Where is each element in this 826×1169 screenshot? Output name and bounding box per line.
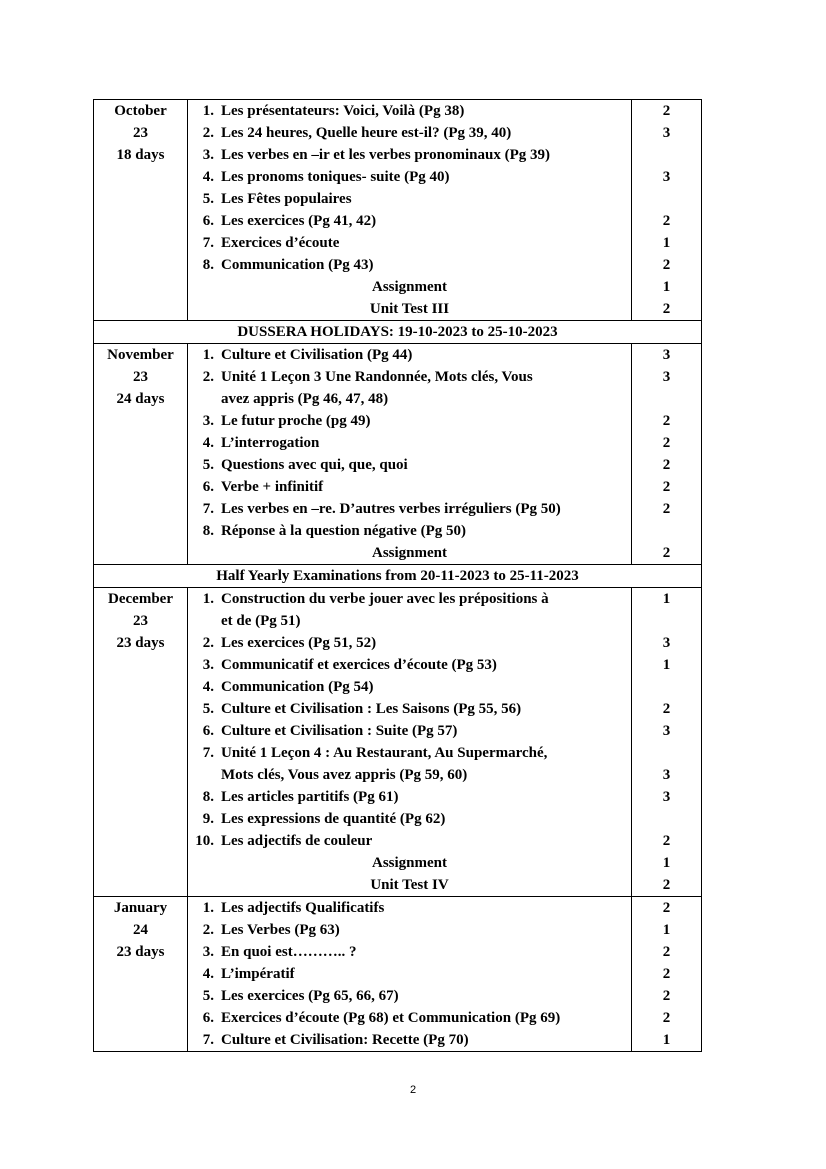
topic-item [188, 698, 631, 720]
topic-number: 8. [202, 257, 214, 273]
month-days: 24 days [116, 391, 165, 407]
month-section [94, 100, 702, 321]
period-count: 1 [662, 922, 671, 938]
topic-text: Les pronoms toniques- suite (Pg 40) [221, 169, 450, 185]
period-count: 2 [662, 103, 671, 119]
period-count: 2 [662, 435, 671, 451]
topic-item [188, 941, 631, 963]
topic-text: Communication (Pg 43) [221, 257, 374, 273]
topic-item [188, 344, 631, 366]
topic-text: Les Verbes (Pg 63) [221, 922, 340, 938]
month-section [94, 588, 702, 897]
topics-cell [188, 344, 632, 565]
month-days: 23 days [116, 944, 165, 960]
period-count: 1 [662, 657, 671, 673]
topic-number: 8. [202, 523, 214, 539]
periods-cell [632, 897, 702, 1052]
period-count [632, 676, 701, 698]
topic-number: 4. [202, 169, 214, 185]
topics-cell [188, 588, 632, 897]
topic-item [188, 166, 631, 188]
topic-number: 6. [202, 1010, 214, 1026]
topic-text: Construction du verbe jouer avec les prépositions à [221, 591, 549, 607]
period-count [632, 388, 701, 410]
topic-number: 8. [202, 789, 214, 805]
topic-number: 6. [202, 723, 214, 739]
topic-item [188, 254, 631, 276]
topic-text: Verbe + infinitif [221, 479, 324, 495]
periods-cell [632, 344, 702, 565]
period-count: 2 [662, 301, 671, 317]
topic-number: 7. [202, 745, 214, 761]
topic-text: Exercices d’écoute (Pg 68) et Communication (Pg 69) [221, 1010, 561, 1026]
syllabus-table [93, 99, 702, 1052]
topic-item [188, 742, 631, 764]
topic-number: 5. [202, 191, 214, 207]
topic-number: 3. [202, 944, 214, 960]
topic-number: 1. [202, 900, 214, 916]
period-count: 2 [662, 877, 671, 893]
topic-heading: Unit Test IV [370, 877, 449, 893]
topic-number: 1. [202, 103, 214, 119]
banner-text: DUSSERA HOLIDAYS: 19-10-2023 to 25-10-2023 [94, 321, 702, 344]
topic-text: Communication (Pg 54) [221, 679, 374, 695]
topic-number: 2. [202, 369, 214, 385]
topic-item [188, 476, 631, 498]
topic-text: Les exercices (Pg 65, 66, 67) [221, 988, 399, 1004]
periods-cell [632, 588, 702, 897]
topic-text: Les Fêtes populaires [221, 191, 352, 207]
topic-number: 3. [202, 413, 214, 429]
month-days: 23 days [116, 635, 165, 651]
topic-text: Culture et Civilisation (Pg 44) [221, 347, 413, 363]
topic-continuation: avez appris (Pg 46, 47, 48) [221, 391, 389, 407]
section-banner [94, 565, 702, 588]
topic-text: Culture et Civilisation: Recette (Pg 70) [221, 1032, 469, 1048]
topic-text: Les articles partitifs (Pg 61) [221, 789, 399, 805]
period-count: 2 [662, 479, 671, 495]
topic-number: 5. [202, 988, 214, 1004]
topic-item [188, 720, 631, 742]
topic-number: 7. [202, 235, 214, 251]
topic-text: Les adjectifs Qualificatifs [221, 900, 385, 916]
topic-text: En quoi est……….. ? [221, 944, 357, 960]
topic-number: 5. [202, 701, 214, 717]
topic-item [188, 1007, 631, 1029]
topic-item [188, 520, 631, 542]
topic-text: Les verbes en –ir et les verbes pronominaux (Pg 39) [221, 147, 550, 163]
month-cell [94, 344, 188, 565]
topic-number: 9. [202, 811, 214, 827]
month-month: November [107, 347, 174, 363]
topic-text: Les exercices (Pg 41, 42) [221, 213, 377, 229]
topic-text: Les présentateurs: Voici, Voilà (Pg 38) [221, 103, 465, 119]
period-count: 3 [662, 635, 671, 651]
topic-heading: Assignment [371, 279, 447, 295]
topic-item [188, 654, 631, 676]
period-count [632, 520, 701, 542]
topic-text: Réponse à la question négative (Pg 50) [221, 523, 466, 539]
period-count: 1 [662, 235, 671, 251]
period-count [632, 610, 701, 632]
topics-cell [188, 897, 632, 1052]
topic-item [188, 919, 631, 941]
topic-text: Le futur proche (pg 49) [221, 413, 371, 429]
topic-number: 7. [202, 501, 214, 517]
topic-number: 2. [202, 635, 214, 651]
period-count [632, 808, 701, 830]
period-count: 3 [662, 125, 671, 141]
period-count [632, 742, 701, 764]
topic-text: L’impératif [221, 966, 295, 982]
period-count: 2 [662, 701, 671, 717]
period-count: 2 [662, 501, 671, 517]
topic-item [188, 498, 631, 520]
topic-text: Les 24 heures, Quelle heure est-il? (Pg 39, 40) [221, 125, 512, 141]
topic-item [188, 963, 631, 985]
topic-item [188, 808, 631, 830]
topic-heading: Assignment [371, 545, 447, 561]
topic-text: L’interrogation [221, 435, 320, 451]
period-count: 2 [662, 213, 671, 229]
topic-number: 10. [195, 833, 214, 849]
topic-item [188, 1029, 631, 1051]
period-count: 3 [662, 369, 671, 385]
month-year: 24 [133, 922, 148, 938]
topic-text: Exercices d’écoute [221, 235, 340, 251]
month-cell [94, 588, 188, 897]
period-count: 1 [662, 1032, 671, 1048]
period-count: 3 [662, 169, 671, 185]
topic-item [188, 786, 631, 808]
period-count: 1 [662, 591, 671, 607]
topic-item [188, 830, 631, 852]
topic-number: 4. [202, 679, 214, 695]
topic-item [188, 454, 631, 476]
topic-number: 3. [202, 657, 214, 673]
topic-item [188, 432, 631, 454]
topic-text: Les adjectifs de couleur [221, 833, 373, 849]
topic-text: Les exercices (Pg 51, 52) [221, 635, 377, 651]
topic-continuation: et de (Pg 51) [221, 613, 301, 629]
topic-number: 1. [202, 347, 214, 363]
topic-item [188, 897, 631, 919]
topic-continuation: Mots clés, Vous avez appris (Pg 59, 60) [221, 767, 468, 783]
section-banner [94, 321, 702, 344]
month-month: October [114, 103, 167, 119]
page-number: 2 [409, 1084, 417, 1096]
period-count [632, 188, 701, 210]
period-count: 2 [662, 413, 671, 429]
period-count: 3 [662, 347, 671, 363]
topic-number: 7. [202, 1032, 214, 1048]
topic-number: 4. [202, 966, 214, 982]
topics-cell [188, 100, 632, 321]
topic-item [188, 632, 631, 654]
topic-text: Unité 1 Leçon 3 Une Randonnée, Mots clés, Vous [221, 369, 533, 385]
topic-number: 3. [202, 147, 214, 163]
topic-item [188, 122, 631, 144]
topic-text: Culture et Civilisation : Suite (Pg 57) [221, 723, 458, 739]
month-year: 23 [133, 613, 148, 629]
topic-text: Culture et Civilisation : Les Saisons (Pg 55, 56) [221, 701, 522, 717]
topic-text: Les verbes en –re. D’autres verbes irréguliers (Pg 50) [221, 501, 561, 517]
topic-item [188, 588, 631, 610]
period-count: 2 [662, 457, 671, 473]
topic-item [188, 232, 631, 254]
topic-item [188, 366, 631, 388]
period-count: 2 [662, 944, 671, 960]
month-cell [94, 100, 188, 321]
period-count: 2 [662, 257, 671, 273]
topic-number: 6. [202, 213, 214, 229]
topic-text: Unité 1 Leçon 4 : Au Restaurant, Au Supermarché, [221, 745, 548, 761]
banner-text: Half Yearly Examinations from 20-11-2023 to 25-11-2023 [94, 565, 702, 588]
month-month: December [108, 591, 173, 607]
periods-cell [632, 100, 702, 321]
topic-text: Les expressions de quantité (Pg 62) [221, 811, 446, 827]
month-section [94, 897, 702, 1052]
period-count: 1 [662, 855, 671, 871]
topic-text: Communicatif et exercices d’écoute (Pg 53) [221, 657, 497, 673]
month-year: 23 [133, 125, 148, 141]
period-count: 2 [662, 966, 671, 982]
period-count: 2 [662, 900, 671, 916]
period-count: 2 [662, 545, 671, 561]
topic-item [188, 188, 631, 210]
month-section [94, 344, 702, 565]
topic-number: 2. [202, 922, 214, 938]
month-month: January [113, 900, 168, 916]
topic-heading: Unit Test III [369, 301, 450, 317]
period-count: 2 [662, 833, 671, 849]
month-cell [94, 897, 188, 1052]
period-count: 3 [662, 767, 671, 783]
topic-heading: Assignment [371, 855, 447, 871]
topic-item [188, 210, 631, 232]
period-count: 1 [662, 279, 671, 295]
topic-item [188, 144, 631, 166]
topic-number: 5. [202, 457, 214, 473]
topic-item [188, 100, 631, 122]
month-days: 18 days [116, 147, 165, 163]
topic-item [188, 676, 631, 698]
topic-item [188, 985, 631, 1007]
topic-number: 6. [202, 479, 214, 495]
period-count: 3 [662, 723, 671, 739]
period-count: 3 [662, 789, 671, 805]
topic-number: 2. [202, 125, 214, 141]
month-year: 23 [133, 369, 148, 385]
topic-number: 1. [202, 591, 214, 607]
topic-item [188, 410, 631, 432]
period-count: 2 [662, 1010, 671, 1026]
period-count: 2 [662, 988, 671, 1004]
period-count [632, 144, 701, 166]
topic-text: Questions avec qui, que, quoi [221, 457, 408, 473]
topic-number: 4. [202, 435, 214, 451]
